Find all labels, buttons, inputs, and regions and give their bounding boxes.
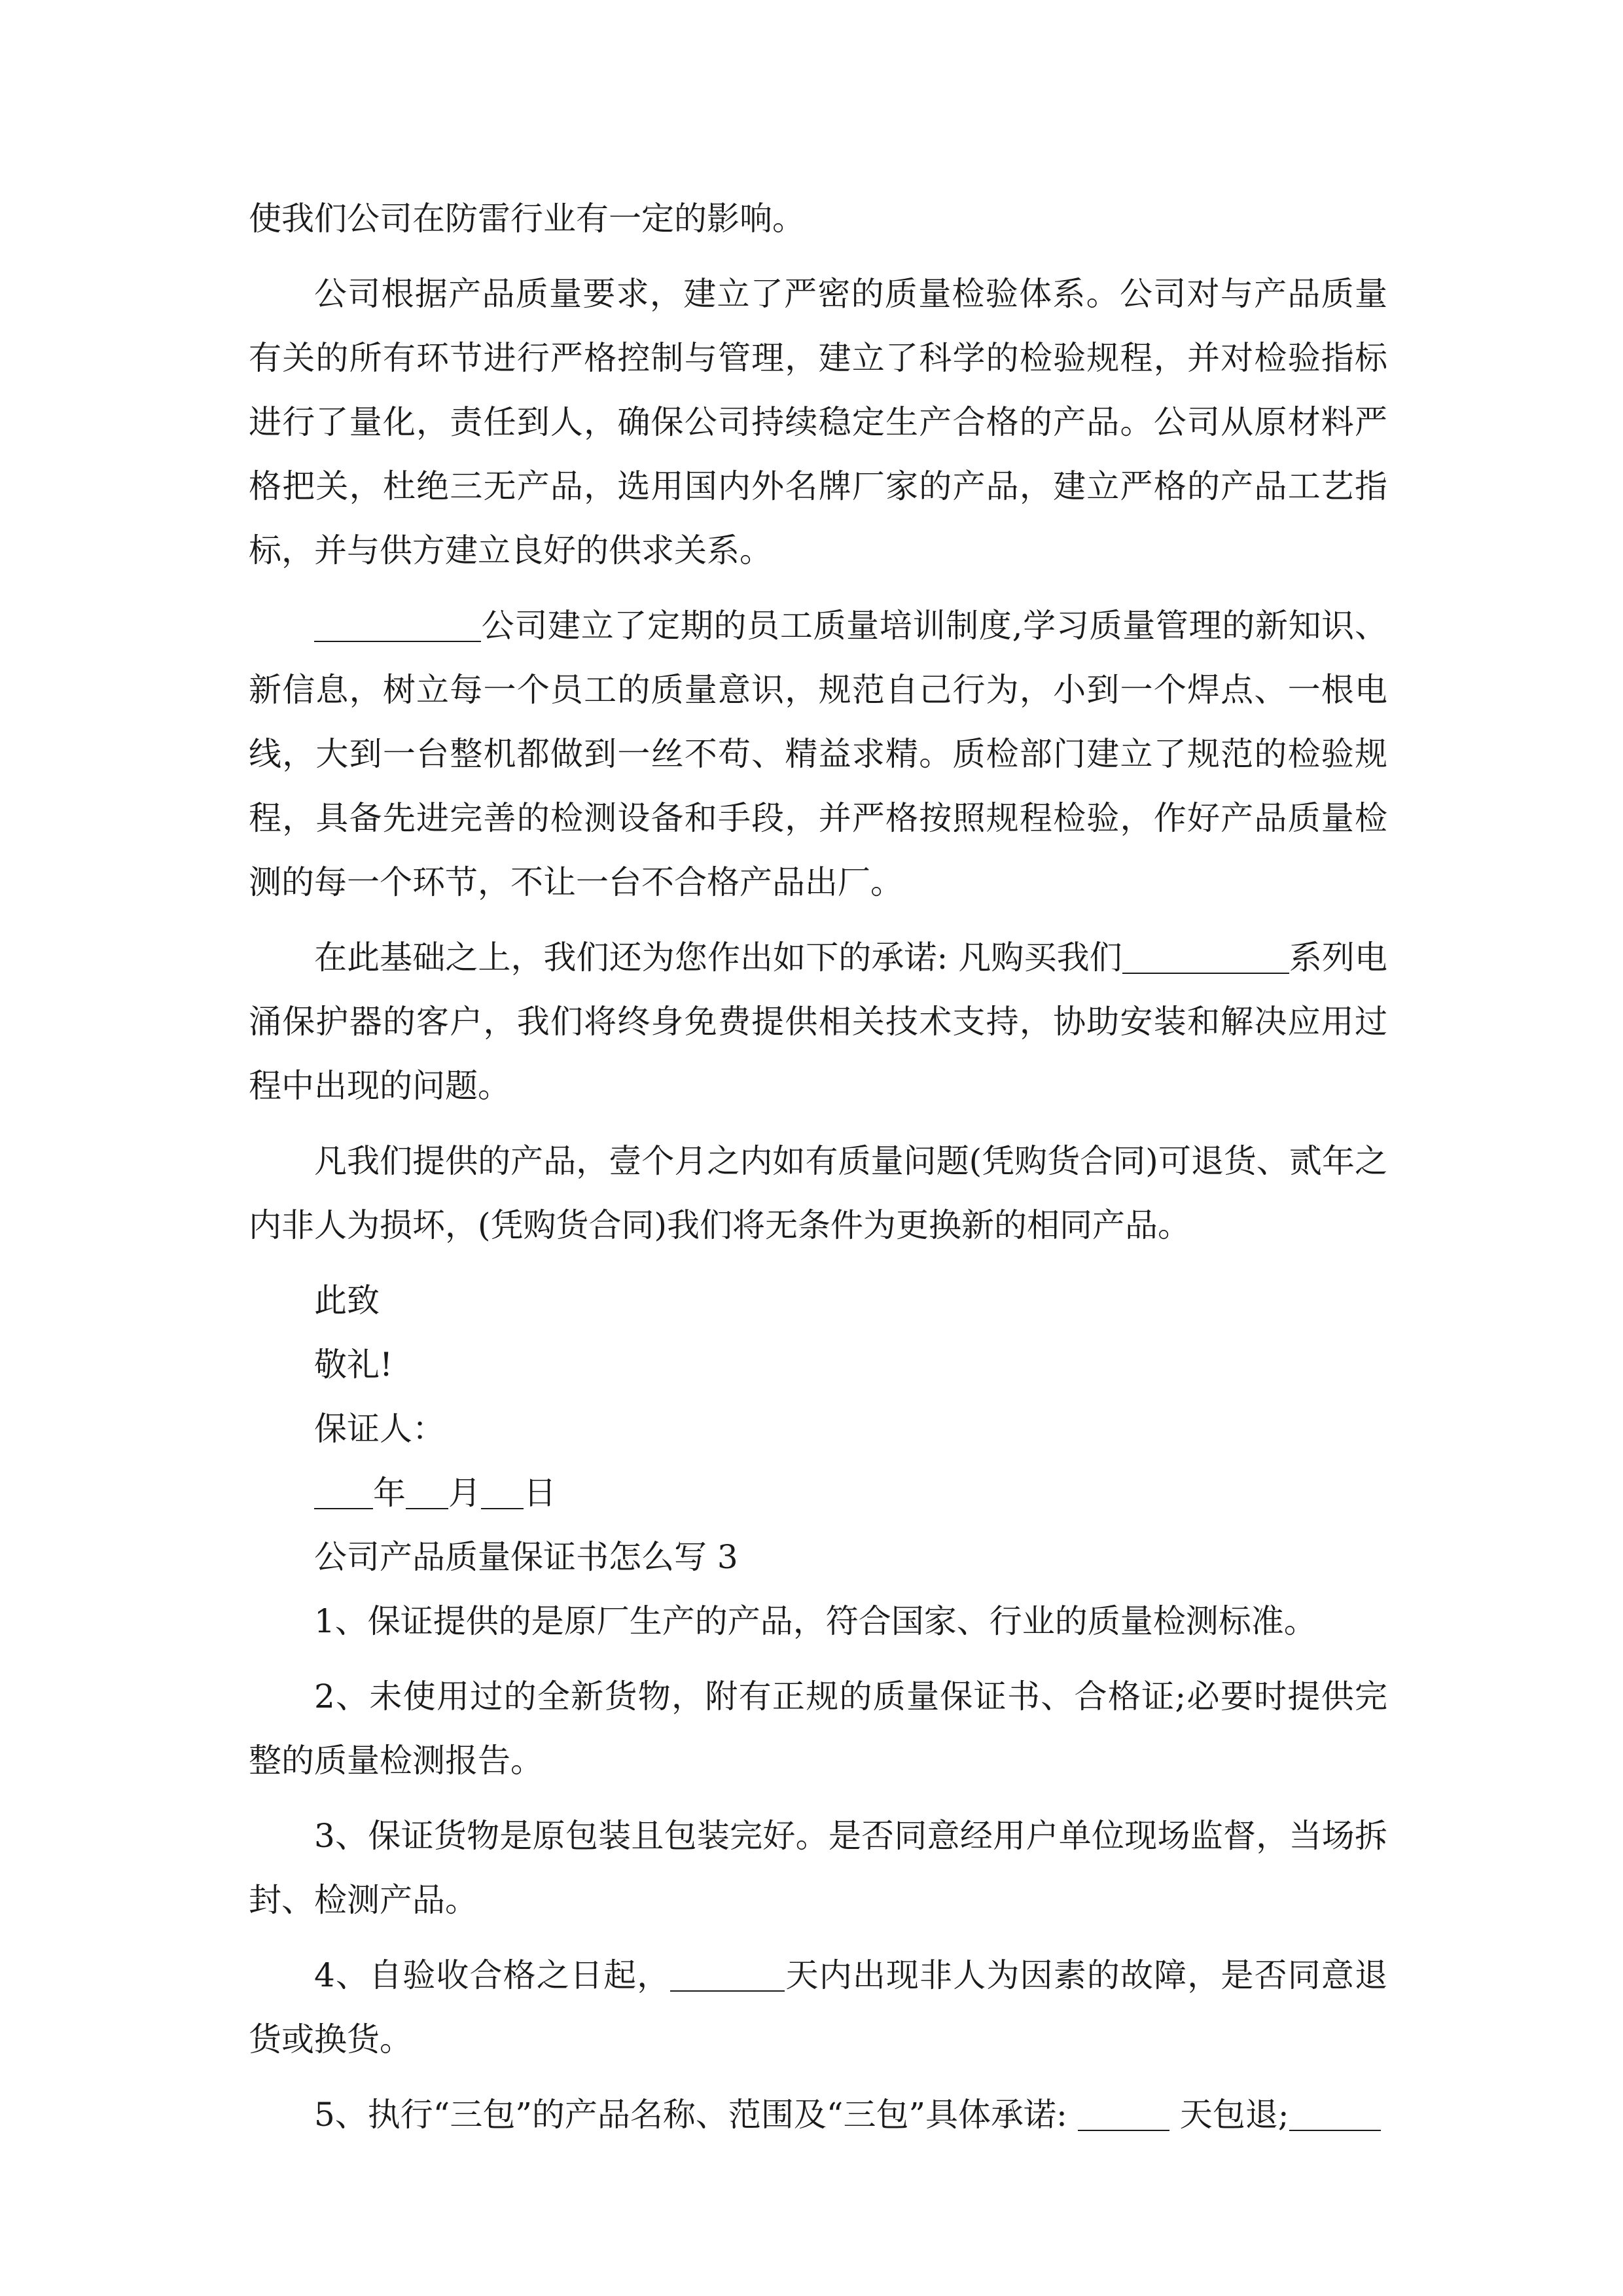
list-item-2: 2、未使用过的全新货物，附有正规的质量保证书、合格证;必要时提供完整的质量检测报告。: [249, 1677, 1387, 1780]
date-year-label: 年: [373, 1474, 406, 1512]
fill-in-blank-series: [1122, 940, 1289, 974]
closing-regards: 敬礼!: [314, 1346, 393, 1384]
paragraph-quality-system: 公司根据产品质量要求，建立了严密的质量检验体系。公司对与产品质量有关的所有环节进行严格控制与管理，建立了科学的检验规程，并对检验指标进行了量化，责任到人，确保公司持续稳定生产合格的产品。公司从原材料严格把关，杜绝三无产品，选用国内外名牌厂家的产品，建立严格的产品工艺指标，并与供方建立良好的供求关系。: [249, 275, 1387, 569]
section-title: 公司产品质量保证书怎么写 3: [314, 1538, 738, 1576]
list-item-4-text-b: 天内出现非人为因素的故障，是否同意退货或换货。: [249, 1956, 1388, 2058]
list-item-3: 3、保证货物是原包装且包装完好。是否同意经用户单位现场监督，当场拆封、检测产品。: [249, 1817, 1387, 1919]
closing-salutation: 此致: [314, 1282, 380, 1319]
list-item-4-text-a: 4、自验收合格之日起，: [314, 1956, 671, 1994]
fill-in-blank-year: [314, 1475, 373, 1509]
paragraph-training-text: 公司建立了定期的员工质量培训制度,学习质量管理的新知识、新信息，树立每一个员工的质量意识，规范自己行为，小到一个焊点、一根电线，大到一台整机都做到一丝不苟、精益求精。质检部门建立了规范的检验规程，具备先进完善的检测设备和手段，并严格按照规程检验，作好产品质量检测的每一个环节，不让一台不合格产品出厂。: [249, 607, 1387, 901]
fill-in-blank-days: [670, 1958, 785, 1992]
document-body: [249, 187, 1387, 2158]
fill-in-blank-day: [481, 1475, 524, 1509]
paragraph-return-policy: 凡我们提供的产品，壹个月之内如有质量问题(凭购货合同)可退货、贰年之内非人为损坏，(凭购货合同)我们将无条件为更换新的相同产品。: [249, 1142, 1387, 1244]
fill-in-blank-return-days: [1078, 2097, 1169, 2131]
fill-in-blank-month: [406, 1475, 448, 1509]
paragraph-training: [249, 594, 1387, 914]
list-item-5: [249, 2083, 1387, 2147]
list-item-5-text-a: 5、执行“三包”的产品名称、范围及“三包”具体承诺:: [314, 2096, 1078, 2134]
paragraph-commitment: [249, 925, 1387, 1118]
paragraph-intro-tail: 使我们公司在防雷行业有一定的影响。: [249, 200, 805, 238]
list-item-5-text-b: 天包退;: [1169, 2096, 1289, 2134]
date-line: [249, 1461, 1387, 1525]
date-month-label: 月: [448, 1474, 481, 1512]
guarantor-label: 保证人：: [314, 1410, 445, 1448]
list-item-1: 1、保证提供的是原厂生产的产品，符合国家、行业的质量检测标准。: [314, 1602, 1317, 1640]
commitment-text-b: 系列电涌保护器的客户，我们将终身免费提供相关技术支持，协助安装和解决应用过程中出现的问题。: [249, 939, 1387, 1105]
date-day-label: 日: [524, 1474, 556, 1512]
list-item-4: [249, 1943, 1387, 2072]
commitment-text-a: 在此基础之上，我们还为您作出如下的承诺: 凡购买我们: [314, 939, 1122, 977]
fill-in-blank-company: [314, 608, 481, 642]
fill-in-blank-next-term: [1289, 2097, 1381, 2131]
